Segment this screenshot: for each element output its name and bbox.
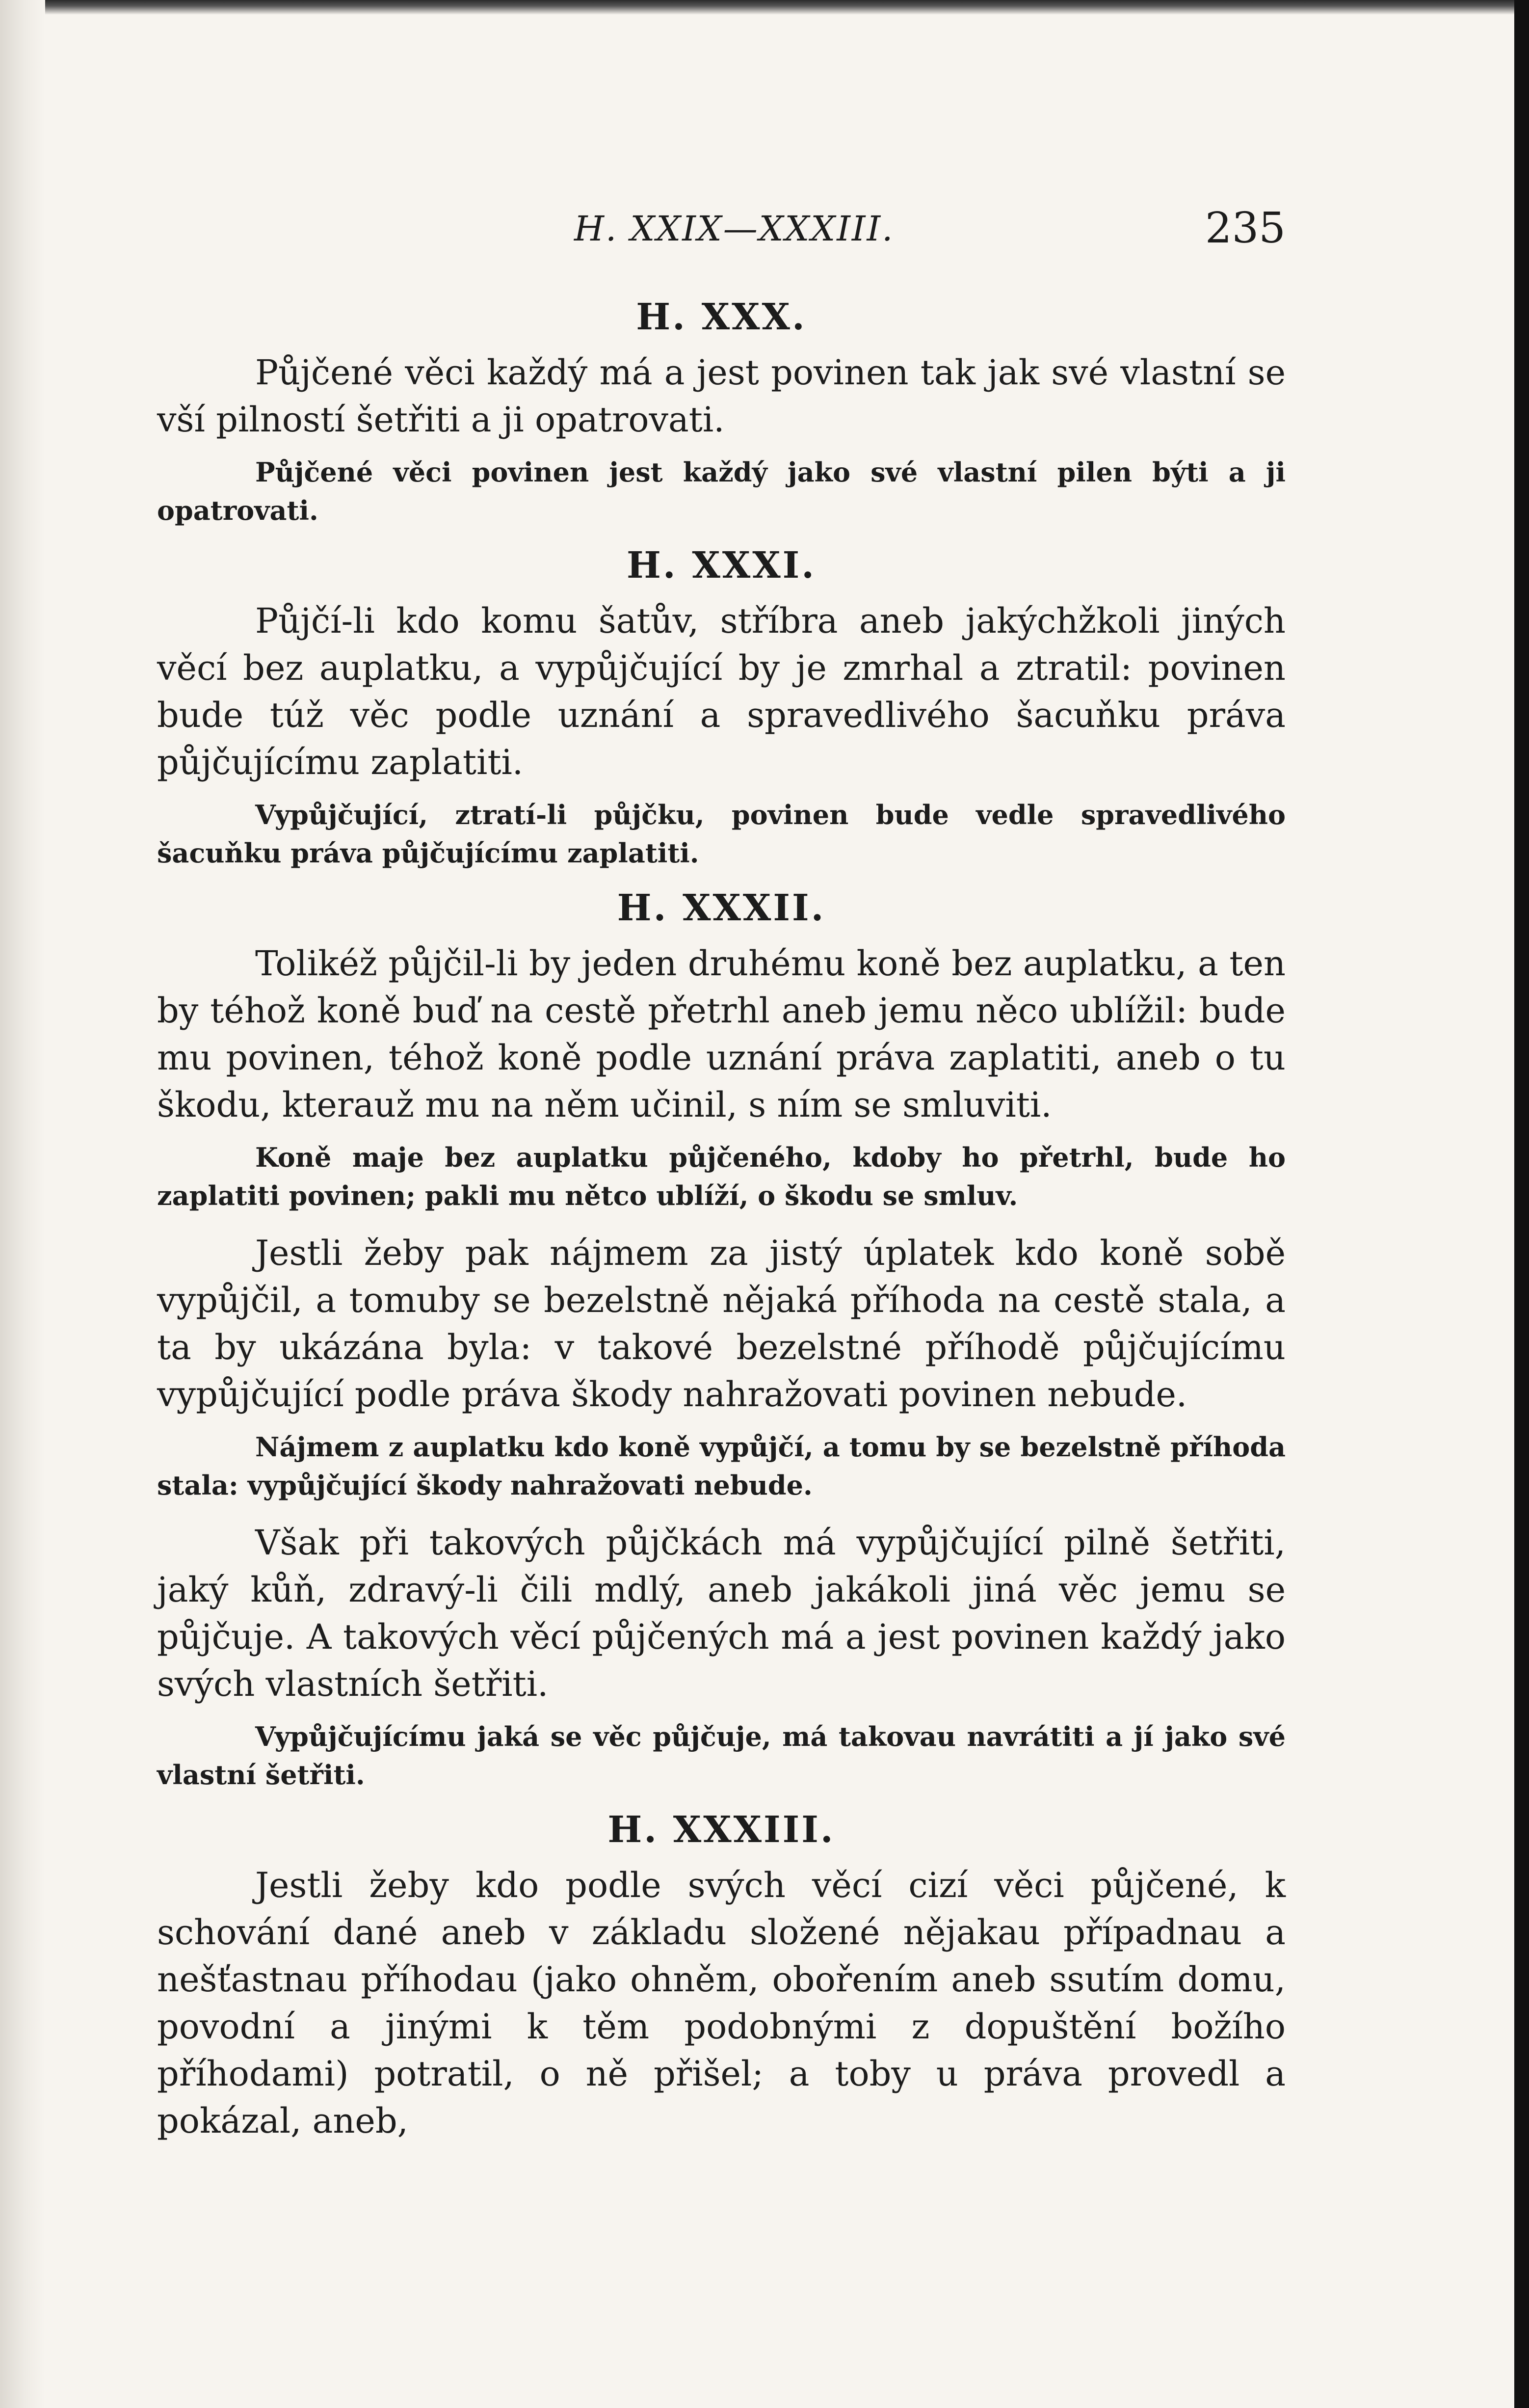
section-heading-xxxi: H. XXXI. xyxy=(626,544,817,587)
gloss-paragraph: Půjčené věci povinen jest každý jako své vlastní pilen býti a ji opatrovati. xyxy=(157,456,1286,526)
section-heading-xxxii: H. XXXII. xyxy=(617,887,826,929)
page-left-edge xyxy=(0,0,45,2408)
gloss-paragraph: Koně maje bez auplatku půjčeného, kdoby ho přetrhl, bude ho zaplatiti povinen; pakli mu nětco ublíží, o škodu se smluv. xyxy=(157,1142,1286,1211)
gloss-paragraph: Vypůjčující, ztratí-li půjčku, povinen bude vedle spravedlivého šacuňku práva půjčujícímu zaplatiti. xyxy=(157,799,1286,869)
page-right-edge xyxy=(1514,0,1529,2408)
page-body xyxy=(157,287,1286,2144)
gloss-paragraph: Vypůjčujícímu jaká se věc půjčuje, má takovau navrátiti a jí jako své vlastní šetřiti. xyxy=(157,1721,1286,1791)
paragraph: Však při takových půjčkách má vypůjčující pilně šetřiti, jaký kůň, zdravý-li čili mdlý, aneb jakákoli jiná věc jemu se půjčuje. A takových věcí půjčených má a jest povinen každý jako svých vlastních šetřiti. xyxy=(157,1523,1286,1704)
paragraph: Jestli žeby kdo podle svých věcí cizí věci půjčené, k schování dané aneb v základu složené nějakau případnau a nešťastnau příhodau (jako ohněm, obořením aneb ssutím domu, povodní a jinými k těm podobnými z dopuštění božího příhodami) potratil, o ně přišel; a toby u práva provedl a pokázal, aneb, xyxy=(157,1865,1286,2141)
section-heading-xxx: H. XXX. xyxy=(636,296,807,338)
paragraph: Půjčí-li kdo komu šatův, stříbra aneb jakýchžkoli jiných věcí bez auplatku, a vypůjčující by je zmrhal a ztratil: povinen bude túž věc podle uznání a spravedlivého šacuňku práva půjčujícímu zaplatiti. xyxy=(157,601,1286,782)
paragraph: Tolikéž půjčil-li by jeden druhému koně bez auplatku, a ten by téhož koně buď na cestě přetrhl aneb jemu něco ublížil: bude mu povinen, téhož koně podle uznání práva zaplatiti, aneb o tu škodu, kterauž mu na něm učinil, s ním se smluviti. xyxy=(157,943,1286,1125)
section-heading-xxxiii: H. XXXIII. xyxy=(607,1809,835,1851)
running-head: H. XXIX—XXXIII. xyxy=(574,209,895,249)
paragraph: Půjčené věci každý má a jest povinen tak jak své vlastní se vší pilností šetřiti a ji opatrovati. xyxy=(157,352,1286,440)
paragraph: Jestli žeby pak nájmem za jistý úplatek kdo koně sobě vypůjčil, a tomuby se bezelstně nějaká příhoda na cestě stala, a ta by ukázána byla: v takové bezelstné příhodě půjčujícímu vypůjčující podle práva škody nahražovati povinen nebude. xyxy=(157,1233,1286,1415)
page-top-edge xyxy=(0,0,1529,15)
page-number: 235 xyxy=(1205,204,1286,253)
page-header xyxy=(157,204,1286,263)
gloss-paragraph: Nájmem z auplatku kdo koně vypůjčí, a tomu by se bezelstně příhoda stala: vypůjčující škody nahražovati nebude. xyxy=(157,1431,1286,1501)
